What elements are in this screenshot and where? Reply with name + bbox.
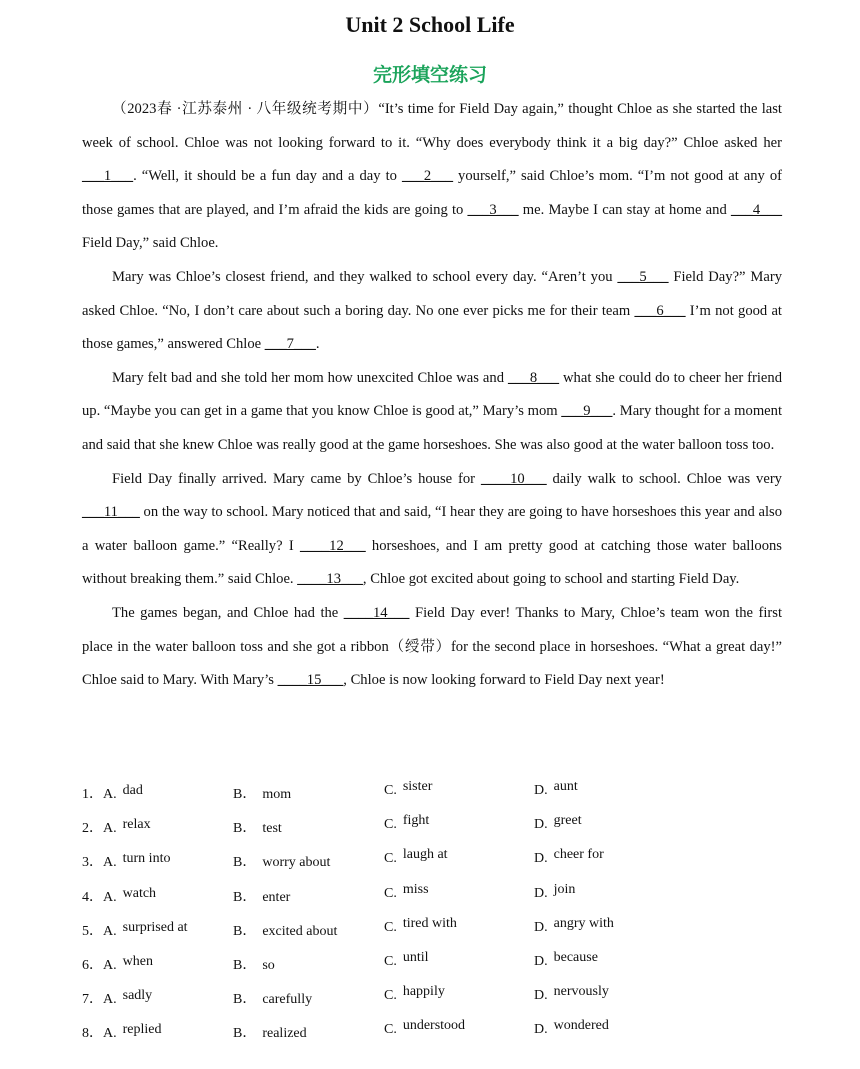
option-letter: D.	[534, 851, 548, 867]
cloze-blank: ___11___	[82, 504, 140, 521]
option-choice	[384, 949, 429, 970]
option-letter: D.	[534, 1022, 548, 1038]
option-choice	[534, 779, 578, 799]
option-text: wondered	[553, 1018, 609, 1034]
passage-paragraph	[82, 463, 782, 597]
option-letter: A.	[103, 923, 117, 939]
passage-text: daily walk to school. Chloe was very	[546, 470, 782, 487]
option-choice	[233, 886, 290, 906]
option-text: miss	[402, 881, 429, 897]
option-letter: B．	[233, 787, 257, 802]
option-text: sister	[402, 779, 433, 794]
passage-text: horseshoes, and I am pretty good at catching those water balloons without breaking them.” said Chloe.	[82, 537, 782, 588]
question-number: 6．	[82, 957, 103, 973]
passage-text: what she could do to cheer her friend up. “Maybe you can get in a game that you know Chloe is good at,” Mary’s mom	[82, 369, 782, 420]
question-number: 7．	[82, 992, 103, 1008]
passage-text: Field Day,” said Chloe.	[82, 235, 219, 252]
option-row	[82, 980, 782, 1014]
option-text: excited about	[262, 923, 338, 939]
cloze-blank: ___1___	[82, 168, 134, 185]
option-text: carefully	[262, 992, 313, 1008]
cloze-blank: ___7___	[264, 336, 316, 353]
answer-options	[82, 775, 782, 1049]
option-letter: B．	[233, 855, 257, 871]
passage-text: on the way to school. Mary noticed that and said, “I hear they are going to have horseshoes this year and also a water balloon game.” “Really? I	[82, 504, 782, 554]
option-letter: A.	[103, 957, 117, 973]
option-letter: A.	[103, 855, 117, 871]
option-row	[82, 775, 782, 809]
option-text: replied	[122, 1022, 162, 1038]
option-letter: A.	[103, 889, 117, 905]
passage-text: yourself,” said Chloe’s mom. “I’m not good at any of those games that are played, and I’m afraid the kids are going to	[82, 168, 783, 218]
option-choice	[82, 1022, 162, 1042]
option-letter: B．	[233, 889, 257, 905]
option-letter: A.	[103, 787, 117, 802]
option-text: understood	[402, 1018, 466, 1034]
option-choice	[384, 813, 430, 833]
option-letter: D.	[534, 783, 548, 798]
option-letter: D.	[534, 885, 548, 901]
option-letter: A.	[103, 821, 117, 837]
option-letter: D.	[534, 988, 548, 1004]
option-letter: B．	[233, 1026, 257, 1042]
option-choice	[534, 813, 582, 833]
passage-paragraph	[82, 261, 782, 362]
option-choice	[82, 783, 143, 803]
passage-paragraph	[82, 93, 782, 261]
option-choice	[82, 988, 152, 1008]
option-choice	[384, 915, 457, 936]
option-letter: C.	[384, 817, 397, 833]
option-letter: C.	[384, 988, 397, 1004]
option-text: aunt	[553, 779, 578, 794]
passage-text: Field Day?” Mary asked Chloe. “No, I don’t care about such a boring day. No one ever picks me for their team	[82, 268, 782, 319]
cloze-blank: ___2___	[401, 168, 454, 185]
option-choice	[534, 915, 614, 936]
option-letter: C.	[384, 885, 397, 901]
option-text: cheer for	[553, 847, 604, 863]
passage-text: Mary felt bad and she told her mom how unexcited Chloe was and	[112, 369, 508, 386]
option-row	[82, 809, 782, 843]
cloze-blank: ____13___	[297, 571, 363, 588]
passage-text: me. Maybe I can stay at home and	[518, 201, 731, 218]
option-letter: C.	[384, 851, 397, 867]
option-choice	[384, 881, 429, 902]
option-letter: C.	[384, 919, 397, 935]
option-letter: D.	[534, 919, 548, 935]
cloze-blank: ___5___	[617, 268, 669, 285]
option-choice	[534, 1018, 609, 1038]
option-letter: D.	[534, 817, 548, 833]
cloze-blank: ____15___	[277, 672, 344, 689]
option-row	[82, 912, 782, 946]
page-title: Unit 2 School Life	[345, 12, 515, 37]
option-text: relax	[122, 817, 151, 833]
passage-paragraph	[82, 362, 782, 463]
option-text: happily	[402, 984, 445, 1000]
cloze-blank: ____10___	[480, 470, 547, 487]
passage-text: The games began, and Chloe had the	[112, 604, 344, 621]
question-number: 2．	[82, 821, 103, 837]
passage-text: Field Day ever! Thanks to Mary, Chloe’s team won the first place in the water balloon toss and she got a ribbon（绶带）for the second place in horseshoes. “What a great day!” Chloe said to Mary. With Mary’s	[82, 604, 782, 689]
cloze-blank: ___9___	[561, 403, 613, 420]
cloze-blank: ____14___	[343, 604, 410, 621]
question-number: 4．	[82, 889, 103, 905]
option-letter: B．	[233, 957, 257, 973]
option-choice	[82, 851, 170, 871]
option-choice	[384, 847, 448, 867]
option-choice	[384, 984, 445, 1004]
question-number: 8．	[82, 1026, 103, 1042]
option-text: fight	[402, 813, 430, 829]
section-subtitle: 完形填空练习	[372, 64, 487, 86]
option-choice	[233, 817, 282, 837]
option-text: join	[553, 881, 576, 897]
option-letter: A.	[103, 992, 117, 1008]
option-text: realized	[262, 1026, 307, 1042]
passage-text: , Chloe is now looking forward to Field Day next year!	[343, 672, 665, 689]
option-row	[82, 1014, 782, 1048]
option-choice	[233, 988, 312, 1008]
passage-text: Mary was Chloe’s closest friend, and they walked to school every day. “Aren’t you	[112, 268, 618, 285]
passage-text: . Mary thought for a moment and said that she knew Chloe was really good at the game horseshoes. She was also good at the water balloon toss too.	[82, 403, 782, 453]
cloze-blank: ___6___	[634, 302, 686, 319]
option-letter: A.	[103, 1026, 117, 1042]
option-choice	[82, 920, 188, 940]
passage-text: . “Well, it should be a fun day and a day to	[133, 168, 402, 185]
option-letter: C.	[384, 783, 397, 798]
passage-text: I’m not good at those games,” answered Chloe	[82, 302, 782, 353]
option-letter: C.	[384, 1022, 397, 1038]
cloze-blank: ___3___	[467, 201, 519, 218]
option-text: turn into	[122, 851, 171, 867]
option-choice	[233, 783, 291, 803]
passage-text: （2023春 ·江苏泰州 · 八年级统考期中）“It’s time for Field Day again,” thought Chloe as she started the last week of school. Chloe was not looking forward to it. “Why does everybody think it a big day?” Chloe asked her	[82, 101, 782, 151]
question-number: 3．	[82, 855, 103, 871]
option-choice	[82, 886, 156, 906]
option-letter: B．	[233, 821, 257, 837]
option-choice	[534, 984, 609, 1004]
option-choice	[233, 954, 275, 974]
question-number: 5．	[82, 923, 103, 939]
option-text: mom	[262, 787, 292, 802]
option-text: watch	[122, 885, 157, 901]
option-choice	[534, 847, 604, 867]
option-text: tired with	[402, 915, 457, 931]
passage-paragraph	[82, 597, 782, 698]
cloze-blank: ___4___	[730, 201, 783, 218]
option-row	[82, 843, 782, 877]
option-letter: C.	[384, 953, 397, 969]
option-choice	[82, 954, 153, 974]
option-text: laugh at	[402, 847, 448, 863]
option-text: until	[402, 949, 429, 965]
option-text: sadly	[122, 988, 153, 1004]
option-choice	[534, 881, 576, 902]
option-row	[82, 878, 782, 912]
option-choice	[233, 851, 330, 871]
option-text: so	[262, 957, 275, 973]
option-letter: B．	[233, 992, 257, 1008]
option-letter: B．	[233, 923, 257, 939]
option-letter: D.	[534, 953, 548, 969]
option-choice	[384, 779, 433, 799]
option-text: because	[553, 949, 598, 965]
passage-text: , Chloe got excited about going to school and starting Field Day.	[362, 571, 740, 588]
cloze-passage	[82, 93, 782, 698]
option-text: surprised at	[122, 919, 188, 935]
question-number: 1．	[82, 787, 103, 802]
option-text: worry about	[262, 855, 331, 871]
option-text: nervously	[553, 984, 609, 1000]
option-choice	[534, 949, 598, 970]
option-text: dad	[122, 783, 143, 798]
option-row	[82, 946, 782, 980]
option-text: test	[262, 821, 282, 837]
option-text: enter	[262, 889, 291, 905]
option-choice	[82, 817, 151, 837]
option-text: when	[122, 953, 153, 969]
passage-text: .	[315, 336, 320, 353]
option-text: angry with	[553, 915, 614, 931]
option-text: greet	[553, 813, 582, 829]
cloze-blank: ____12___	[299, 537, 366, 554]
cloze-blank: ___8___	[507, 369, 560, 386]
passage-text: Field Day finally arrived. Mary came by Chloe’s house for	[112, 470, 481, 487]
option-choice	[233, 1022, 307, 1042]
option-choice	[384, 1018, 466, 1038]
option-choice	[233, 920, 337, 940]
